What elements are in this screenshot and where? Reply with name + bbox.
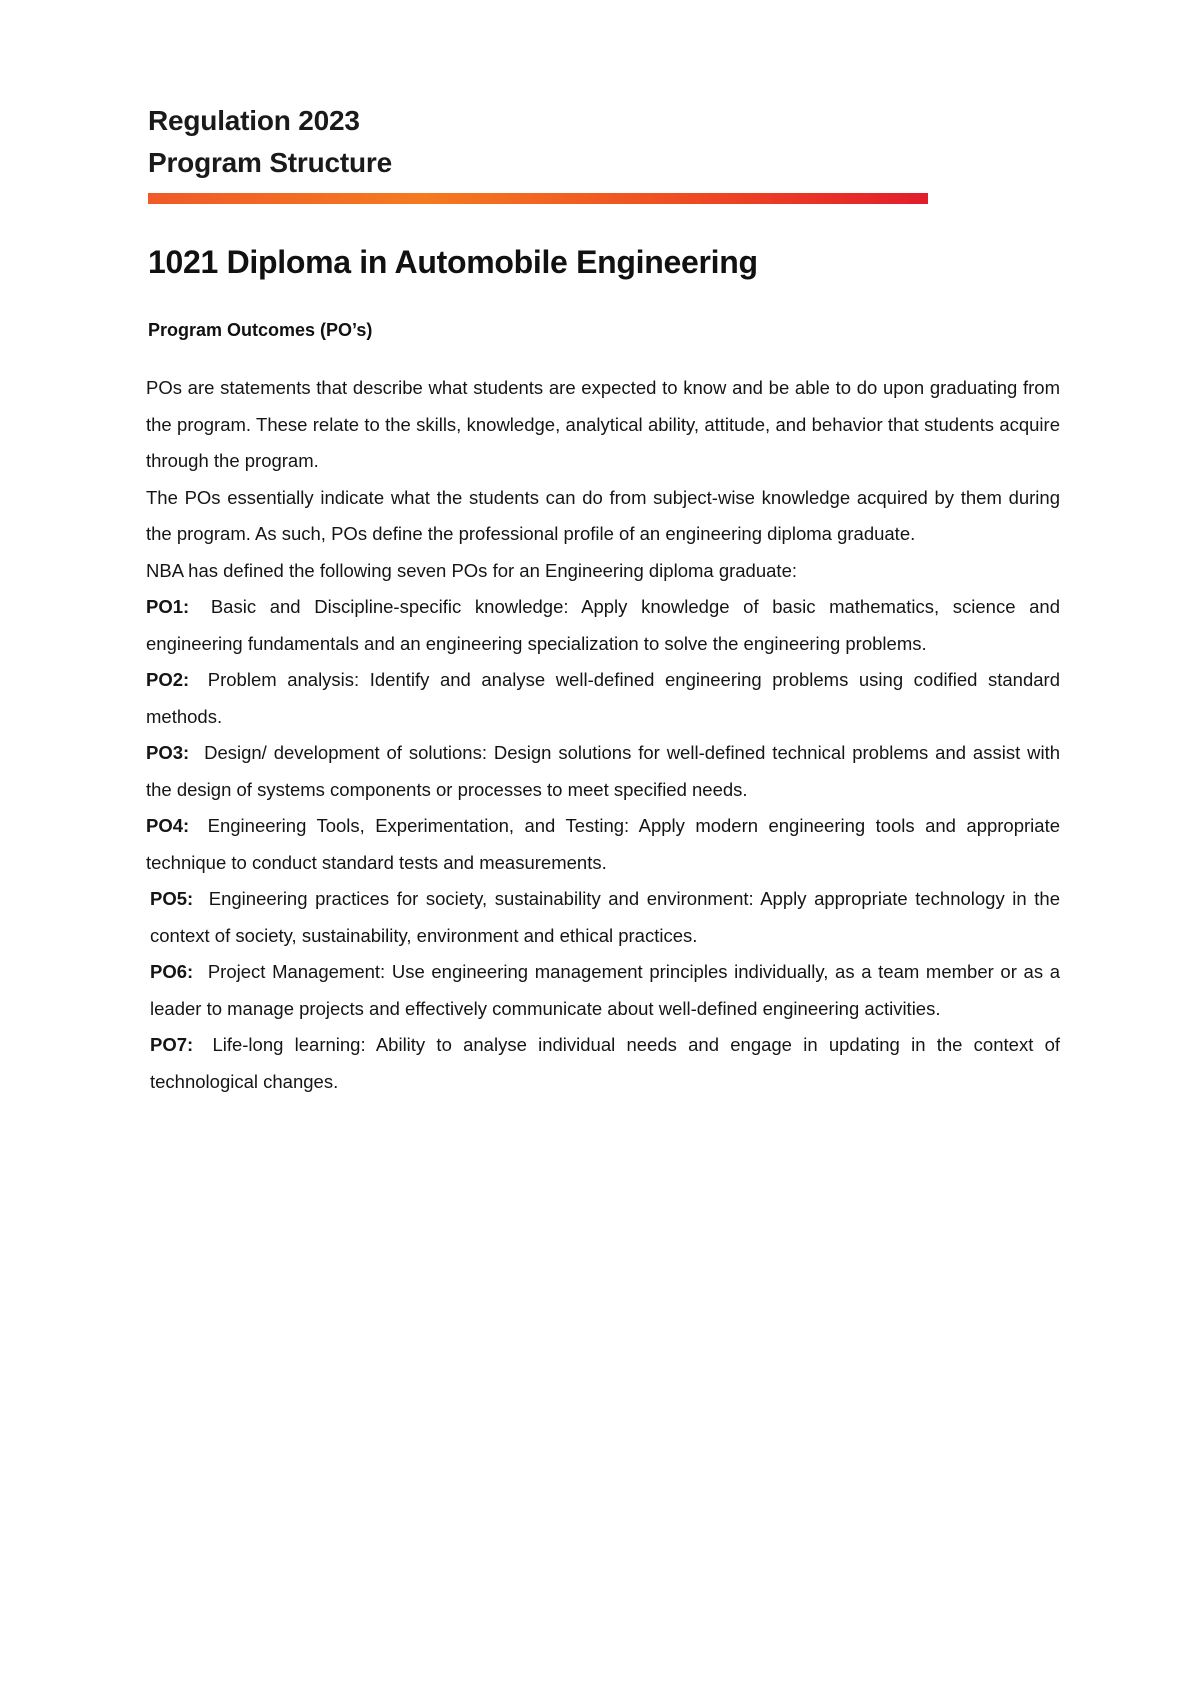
outcome-po5: [146, 881, 1060, 954]
outcome-po1: [146, 589, 1060, 662]
program-structure-heading: Program Structure: [148, 147, 392, 178]
outcome-label: PO5:: [150, 888, 194, 909]
regulation-heading: Regulation 2023: [148, 105, 360, 136]
outcome-po3: [146, 735, 1060, 808]
body-content: [146, 370, 1060, 1100]
intro-paragraph-1: POs are statements that describe what students are expected to know and be able to do upon graduating from the program. These relate to the skills, knowledge, analytical ability, attitude, and behavior that students acquire through the program.: [146, 377, 1060, 471]
outcome-label: PO4:: [146, 815, 190, 836]
outcome-po2: [146, 662, 1060, 735]
outcome-label: PO6:: [150, 961, 194, 982]
outcome-label: PO7:: [150, 1034, 194, 1055]
outcome-text: Life-long learning: Ability to analyse individual needs and engage in updating in the context of technological changes.: [150, 1034, 1061, 1092]
outcome-text: Design/ development of solutions: Design solutions for well-defined technical problems and assist with the design of systems components or processes to meet specified needs.: [146, 742, 1060, 800]
outcome-po4: [146, 808, 1060, 881]
outcome-po7: [146, 1027, 1060, 1100]
outcome-text: Engineering Tools, Experimentation, and Testing: Apply modern engineering tools and appropriate technique to conduct standard tests and measurements.: [146, 815, 1060, 873]
outcome-text: Engineering practices for society, sustainability and environment: Apply appropriate technology in the context of society, sustainability, environment and ethical practices.: [150, 888, 1060, 946]
accent-divider-bar: [148, 193, 928, 204]
document-title: 1021 Diploma in Automobile Engineering: [148, 244, 758, 280]
intro-paragraph-3: NBA has defined the following seven POs for an Engineering diploma graduate:: [146, 559, 797, 581]
outcome-label: PO2:: [146, 669, 190, 690]
outcome-text: Problem analysis: Identify and analyse well-defined engineering problems using codified standard methods.: [146, 669, 1060, 727]
outcome-label: PO3:: [146, 742, 190, 763]
outcome-label: PO1:: [146, 596, 190, 617]
intro-paragraph-2: The POs essentially indicate what the students can do from subject-wise knowledge acquired by them during the program. As such, POs define the professional profile of an engineering diploma graduate.: [146, 486, 1060, 544]
outcome-text: Project Management: Use engineering management principles individually, as a team member or as a leader to manage projects and effectively communicate about well-defined engineering activities.: [150, 961, 1060, 1019]
section-heading: Program Outcomes (PO’s): [148, 320, 373, 340]
page-header: [148, 100, 928, 184]
outcome-po6: [146, 954, 1060, 1027]
outcome-text: Basic and Discipline-specific knowledge: Apply knowledge of basic mathematics, science and engineering fundamentals and an engineering specialization to solve the engineering problems.: [146, 596, 1060, 654]
